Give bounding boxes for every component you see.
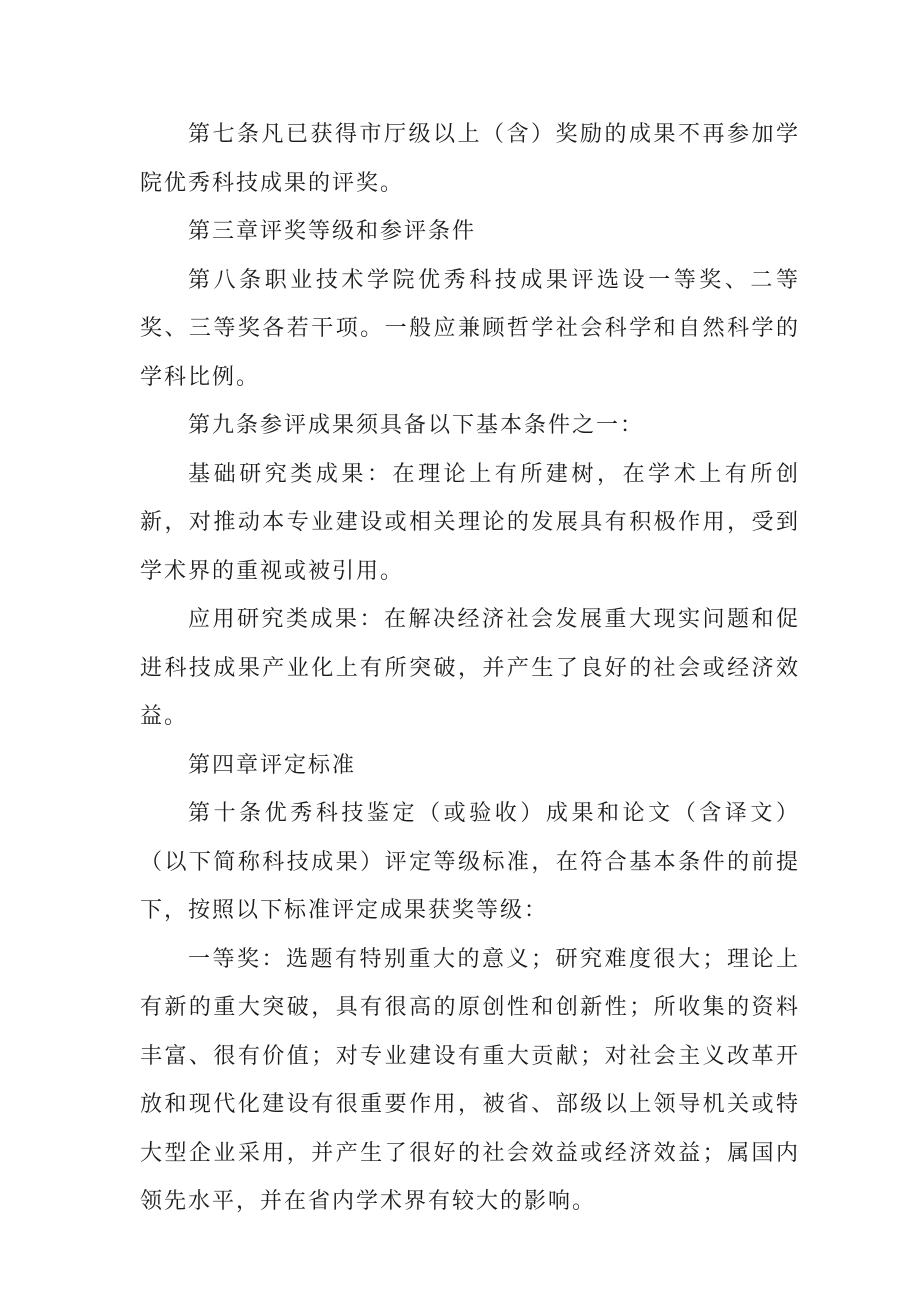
article-8: 第八条职业技术学院优秀科技成果评选设一等奖、二等奖、三等奖各若干项。一般应兼顾哲学社会科学和自然科学的学科比例。	[140, 267, 800, 390]
first-prize-criteria: 一等奖：选题有特别重大的意义；研究难度很大；理论上有新的重大突破，具有很高的原创性和创新性；所收集的资料丰富、很有价值；对专业建设有重大贡献；对社会主义改革开放和现代化建设有很重要作用，被省、部级以上领导机关或特大型企业采用，并产生了很好的社会效益或经济效益；属国内领先水平，并在省内学术界有较大的影响。	[140, 946, 800, 1214]
chapter-3-heading: 第三章评奖等级和参评条件	[188, 219, 477, 244]
chapter-4-heading: 第四章评定标准	[188, 752, 357, 778]
applied-research-criteria: 应用研究类成果：在解决经济社会发展重大现实问题和促进科技成果产业化上有所突破，并产生了良好的社会或经济效益。	[140, 607, 800, 729]
article-9: 第九条参评成果须具备以下基本条件之一：	[188, 413, 645, 438]
article-10: 第十条优秀科技鉴定（或验收）成果和论文（含译文）（以下简称科技成果）评定等级标准，在符合基本条件的前提下，按照以下标准评定成果获奖等级：	[140, 801, 800, 923]
article-7: 第七条凡已获得市厅级以上（含）奖励的成果不再参加学院优秀科技成果的评奖。	[140, 122, 800, 196]
document-body	[140, 111, 800, 1227]
basic-research-criteria: 基础研究类成果：在理论上有所建树，在学术上有所创新，对推动本专业建设或相关理论的发展具有积极作用，受到学术界的重视或被引用。	[140, 461, 800, 584]
